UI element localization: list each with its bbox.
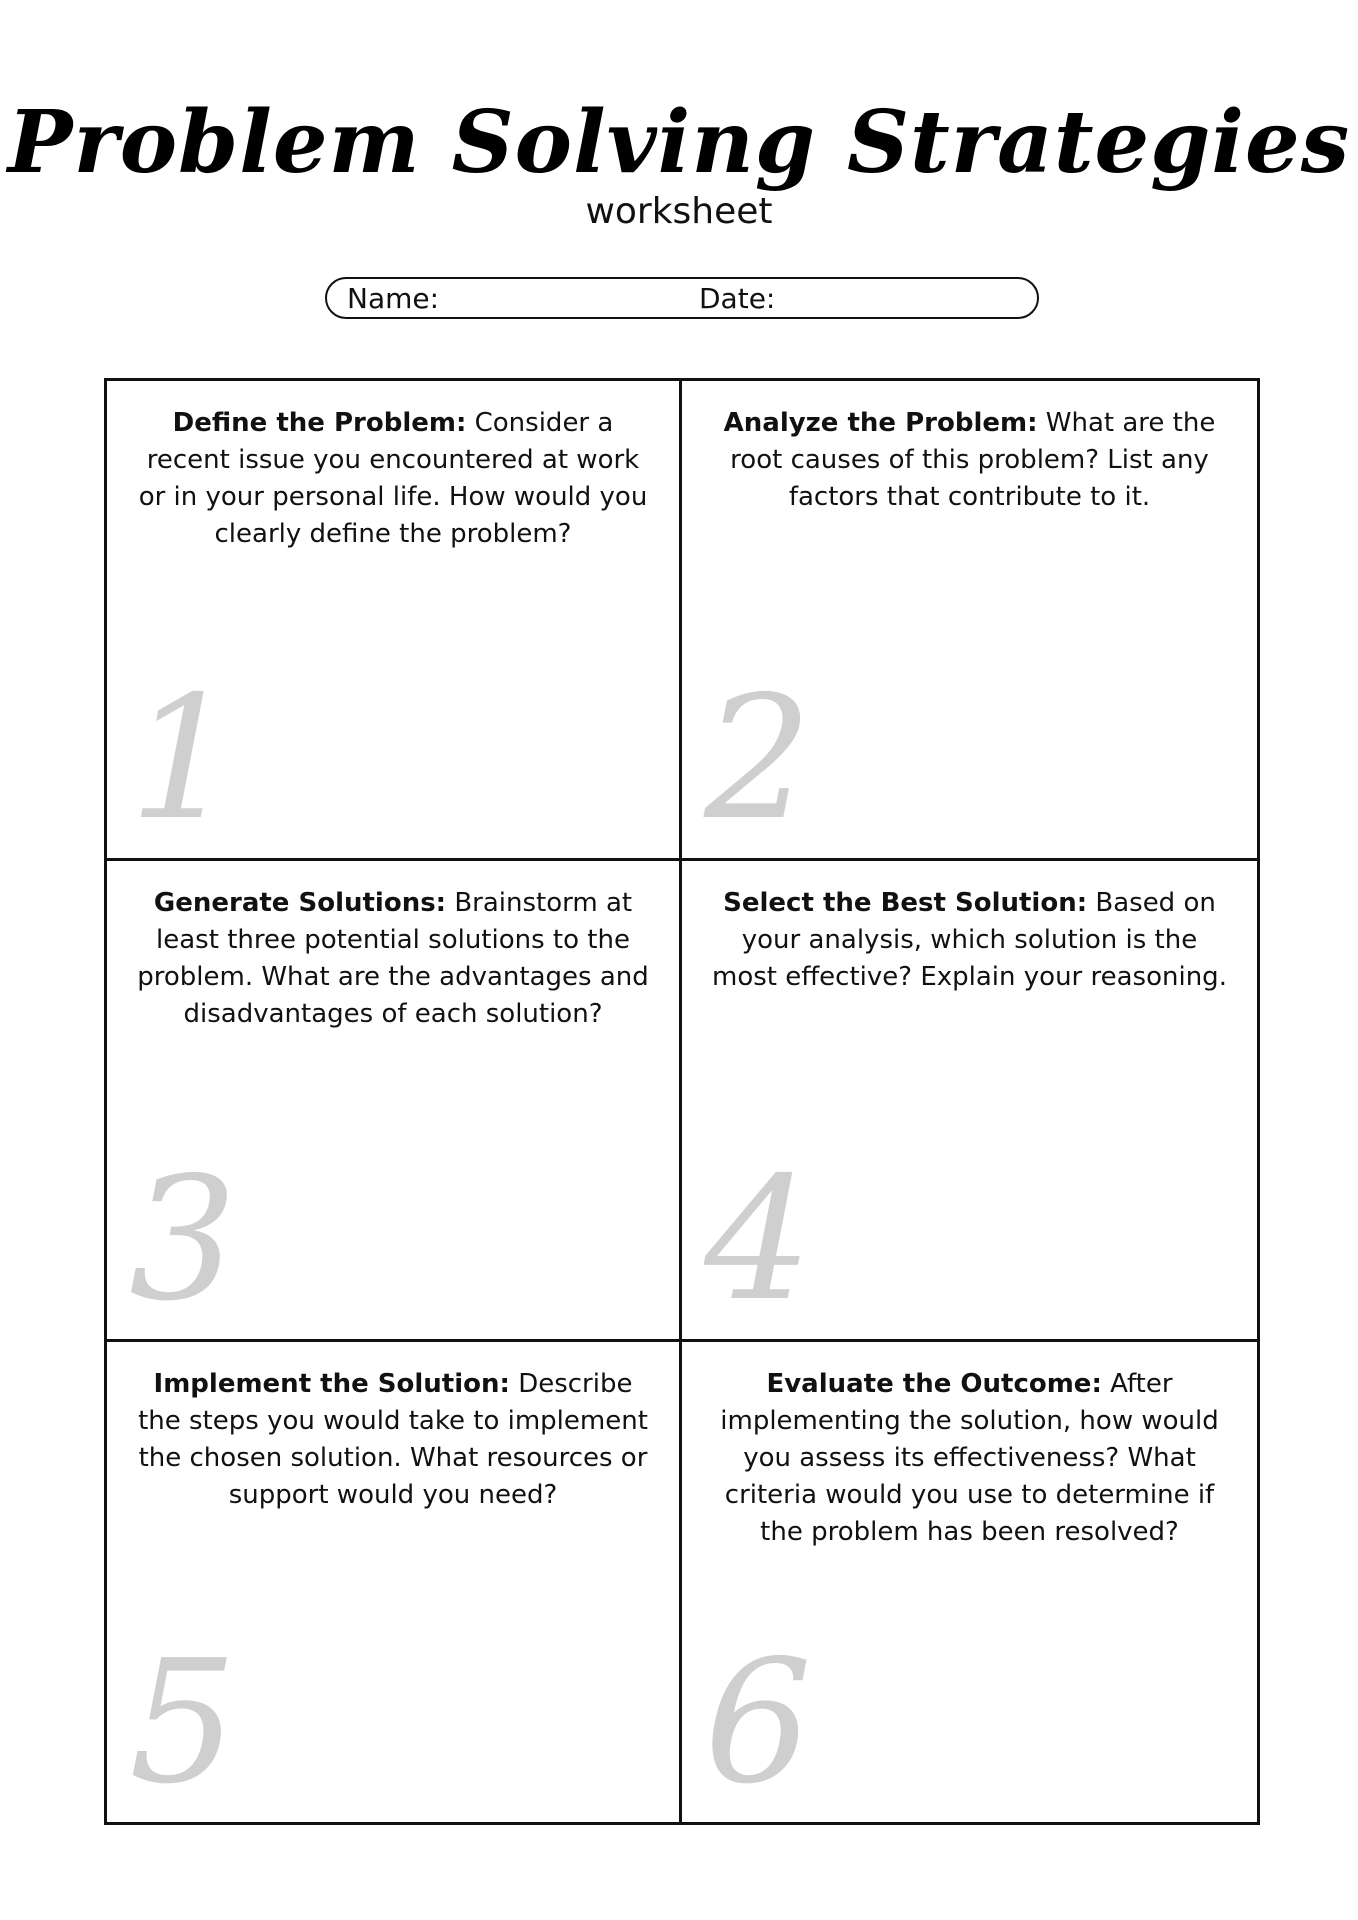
strategy-grid bbox=[104, 378, 1260, 1825]
strategy-heading: Analyze the Problem: bbox=[723, 408, 1038, 438]
strategy-heading: Evaluate the Outcome: bbox=[766, 1368, 1102, 1399]
name-date-bar bbox=[325, 277, 1039, 319]
strategy-text: After implementing the solution, how would you assess its effectiveness? What criteria would you use to determine if the problem has been resolved? bbox=[720, 1368, 1219, 1547]
strategy-text: Consider a recent issue you encountered at work or in your personal life. How would you clearly define the problem? bbox=[138, 408, 648, 549]
strategy-prompt bbox=[137, 885, 649, 1033]
strategy-prompt bbox=[712, 1366, 1227, 1551]
date-label: Date: bbox=[699, 282, 776, 315]
strategy-prompt bbox=[137, 1366, 649, 1514]
strategy-box-implement[interactable] bbox=[107, 1342, 682, 1822]
worksheet-subtitle: worksheet bbox=[585, 191, 773, 232]
strategy-box-define[interactable] bbox=[107, 381, 682, 861]
strategy-heading: Implement the Solution: bbox=[153, 1368, 510, 1399]
step-number: 4 bbox=[704, 1140, 813, 1339]
strategy-text: What are the root causes of this problem? List any factors that contribute to it. bbox=[730, 408, 1216, 512]
strategy-box-select[interactable] bbox=[682, 861, 1257, 1341]
strategy-heading: Select the Best Solution: bbox=[723, 888, 1088, 919]
strategy-heading: Generate Solutions: bbox=[153, 888, 447, 919]
strategy-prompt bbox=[712, 885, 1227, 996]
strategy-text: Describe the steps you would take to implement the chosen solution. What resources or support would you need? bbox=[138, 1368, 648, 1510]
strategy-prompt bbox=[712, 405, 1227, 516]
strategy-box-analyze[interactable] bbox=[682, 381, 1257, 861]
strategy-text: Based on your analysis, which solution is the most effective? Explain your reasoning. bbox=[712, 888, 1227, 993]
step-number: 5 bbox=[129, 1624, 238, 1822]
strategy-text: Brainstorm at least three potential solutions to the problem. What are the advantages and disadvantages of each solution? bbox=[137, 888, 649, 1030]
name-label: Name: bbox=[347, 282, 440, 315]
strategy-box-evaluate[interactable] bbox=[682, 1342, 1257, 1822]
worksheet-title: Problem Solving Strategies bbox=[7, 92, 1351, 193]
strategy-box-generate[interactable] bbox=[107, 861, 682, 1341]
step-number: 1 bbox=[129, 660, 238, 859]
step-number: 2 bbox=[704, 660, 813, 859]
strategy-prompt bbox=[137, 405, 649, 553]
step-number: 3 bbox=[129, 1140, 238, 1339]
step-number: 6 bbox=[704, 1624, 813, 1822]
strategy-heading: Define the Problem: bbox=[172, 408, 467, 438]
